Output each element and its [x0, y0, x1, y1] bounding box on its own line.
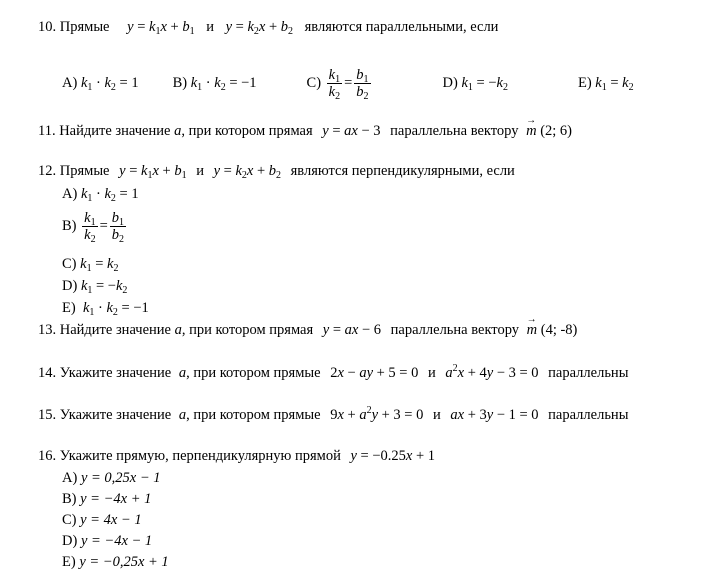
q12-option-c[interactable]: C) $k_1 = k_2$	[62, 256, 119, 274]
q10-label: 10. Прямые	[38, 19, 110, 35]
q12-option-b[interactable]: B) $\frac{k_1}{k_2}$ = $\frac{b_1}{b_2}$	[62, 209, 124, 245]
q16-option-a[interactable]: A) y = 0,25x − 1	[62, 470, 161, 486]
q14-stem: 14. Укажите значение a, при котором прямые 2x − ay + 5 = 0 и $a^2x + 4y - 3 = 0$ параллельны	[38, 363, 629, 381]
q10-option-e[interactable]: E) $k_1 = k_2$	[577, 75, 634, 93]
q13-stem: 13. Найдите значение a, при котором прямая y = ax − 6 параллельна вектору → m (4; -8)	[38, 321, 577, 339]
q10-options	[62, 62, 634, 104]
q11-stem: 11. Найдите значение a, при котором прямая y = ax − 3 параллельна вектору → m (2; 6)	[38, 122, 572, 140]
vector-m: → m	[527, 321, 537, 339]
q10-and: и	[206, 19, 214, 35]
q12-stem: 12. Прямые $y = k_1x + b_1$ и $y = k_2x + b_2$ являются перпендикулярными, если	[38, 163, 515, 181]
q16-option-e[interactable]: E) y = −0,25x + 1	[62, 554, 169, 570]
q16-option-d[interactable]: D) y = −4x − 1	[62, 533, 153, 549]
q12-option-a[interactable]: A) $k_1 \cdot k_2 = 1$	[62, 186, 139, 204]
q10-stem: 10. Прямые $y = k_1x + b_1$ и $y = k_2x + b_2$ являются параллельными, если	[38, 19, 499, 37]
q10-option-c[interactable]: C) $\frac{k_1}{k_2}$ = $\frac{b_1}{b_2}$	[306, 66, 369, 102]
q10-option-b[interactable]: B) $k_1 \cdot k_2 = -1$	[172, 75, 257, 93]
q10-option-a[interactable]: A) $k_1 \cdot k_2 = 1$	[62, 75, 139, 93]
q15-stem: 15. Укажите значение a, при котором прямые $9x + a^2y + 3 = 0$ и ax + 3y − 1 = 0 параллельны	[38, 405, 629, 423]
vector-m: → m	[526, 122, 536, 140]
q10-option-d[interactable]: D) $k_1 = -k_2$	[442, 75, 508, 93]
q12-option-d[interactable]: D) $k_1 = -k_2$	[62, 278, 128, 296]
q16-option-c[interactable]: C) y = 4x − 1	[62, 512, 142, 528]
q10-tail: являются параллельными, если	[304, 19, 499, 35]
q12-option-e[interactable]: E) $k_1 \cdot k_2 = -1$	[62, 300, 149, 318]
q16-stem: 16. Укажите прямую, перпендикулярную прямой y = −0.25x + 1	[38, 448, 436, 464]
q16-option-b[interactable]: B) y = −4x + 1	[62, 491, 152, 507]
